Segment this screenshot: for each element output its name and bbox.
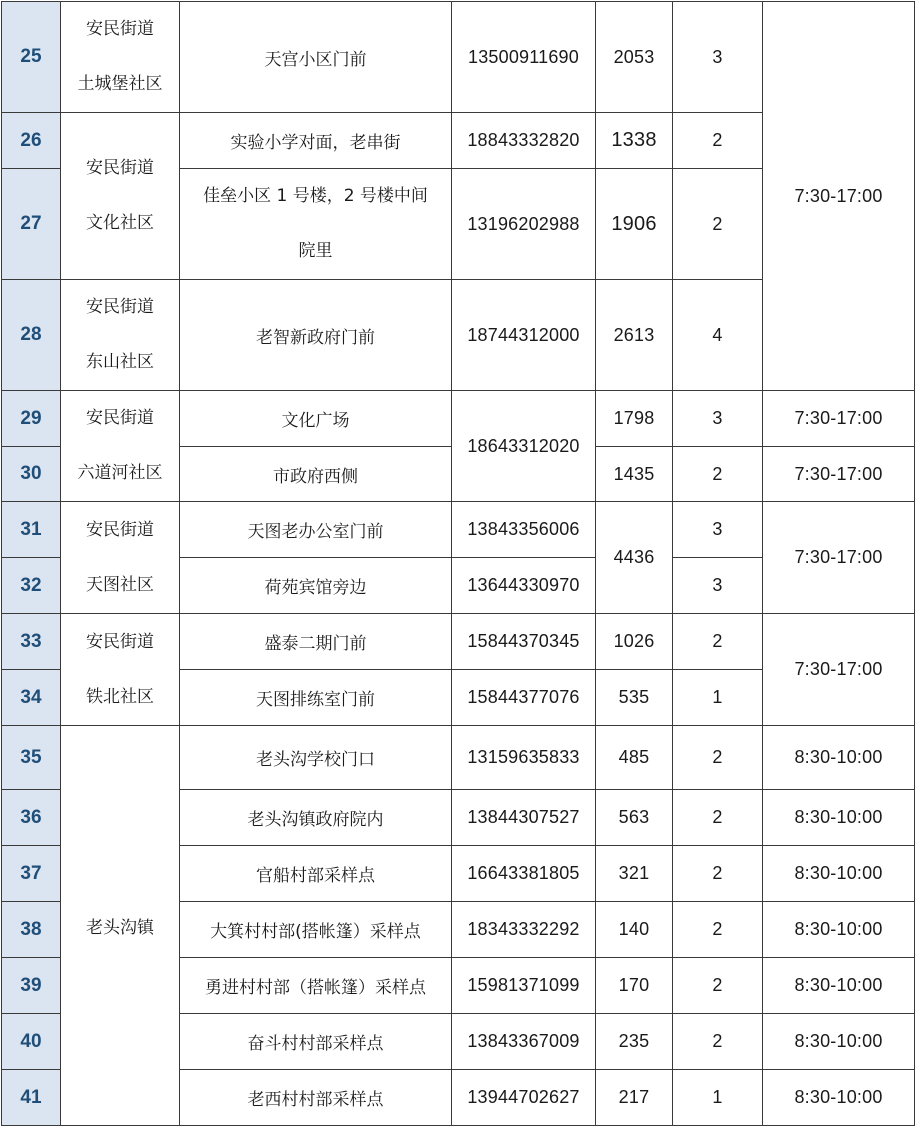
sample-count: 2613 bbox=[596, 280, 673, 391]
desk-count: 2 bbox=[673, 726, 763, 790]
site-location: 市政府西侧 bbox=[180, 447, 452, 502]
service-time: 7:30-17:00 bbox=[763, 614, 915, 726]
contact-phone: 13843367009 bbox=[452, 1014, 596, 1070]
contact-phone: 13944702627 bbox=[452, 1070, 596, 1126]
community-cell: 安民街道 铁北社区 bbox=[61, 614, 180, 726]
community-cell: 安民街道 文化社区 bbox=[61, 113, 180, 280]
service-time: 7:30-17:00 bbox=[763, 2, 915, 391]
community-cell: 安民街道 六道河社区 bbox=[61, 391, 180, 502]
desk-count: 1 bbox=[673, 1070, 763, 1126]
site-location: 老头沟镇政府院内 bbox=[180, 790, 452, 846]
sample-count: 217 bbox=[596, 1070, 673, 1126]
row-number: 36 bbox=[2, 790, 61, 846]
row-number: 38 bbox=[2, 902, 61, 958]
sample-count: 1338 bbox=[596, 113, 673, 169]
desk-count: 3 bbox=[673, 2, 763, 113]
service-time: 8:30-10:00 bbox=[763, 846, 915, 902]
contact-phone: 18744312000 bbox=[452, 280, 596, 391]
sample-count: 1906 bbox=[596, 169, 673, 280]
contact-phone: 13644330970 bbox=[452, 558, 596, 614]
sample-count: 4436 bbox=[596, 502, 673, 614]
contact-phone: 13844307527 bbox=[452, 790, 596, 846]
desk-count: 2 bbox=[673, 1014, 763, 1070]
site-location: 天图老办公室门前 bbox=[180, 502, 452, 558]
desk-count: 4 bbox=[673, 280, 763, 391]
sample-count: 563 bbox=[596, 790, 673, 846]
row-number: 29 bbox=[2, 391, 61, 447]
community-cell: 安民街道 天图社区 bbox=[61, 502, 180, 614]
service-time: 7:30-17:00 bbox=[763, 447, 915, 502]
site-location: 官船村部采样点 bbox=[180, 846, 452, 902]
site-location: 实验小学对面，老串街 bbox=[180, 113, 452, 169]
row-number: 28 bbox=[2, 280, 61, 391]
row-number: 33 bbox=[2, 614, 61, 670]
site-location: 佳垒小区 1 号楼，2 号楼中间 院里 bbox=[180, 169, 452, 280]
contact-phone: 13843356006 bbox=[452, 502, 596, 558]
desk-count: 1 bbox=[673, 670, 763, 726]
sample-count: 535 bbox=[596, 670, 673, 726]
contact-phone: 15981371099 bbox=[452, 958, 596, 1014]
contact-phone: 18643312020 bbox=[452, 391, 596, 502]
table-row bbox=[2, 614, 915, 670]
contact-phone: 15844370345 bbox=[452, 614, 596, 670]
desk-count: 2 bbox=[673, 902, 763, 958]
table-row bbox=[2, 726, 915, 790]
community-cell: 安民街道 东山社区 bbox=[61, 280, 180, 391]
site-location: 老头沟学校门口 bbox=[180, 726, 452, 790]
site-location: 老西村村部采样点 bbox=[180, 1070, 452, 1126]
table-row bbox=[2, 502, 915, 558]
row-number: 39 bbox=[2, 958, 61, 1014]
row-number: 34 bbox=[2, 670, 61, 726]
contact-phone: 13196202988 bbox=[452, 169, 596, 280]
contact-phone: 16643381805 bbox=[452, 846, 596, 902]
row-number: 30 bbox=[2, 447, 61, 502]
service-time: 8:30-10:00 bbox=[763, 790, 915, 846]
desk-count: 3 bbox=[673, 558, 763, 614]
table-row bbox=[2, 2, 915, 113]
sample-count: 1435 bbox=[596, 447, 673, 502]
site-location: 勇进村村部（搭帐篷）采样点 bbox=[180, 958, 452, 1014]
site-location: 荷苑宾馆旁边 bbox=[180, 558, 452, 614]
contact-phone: 18343332292 bbox=[452, 902, 596, 958]
contact-phone: 13500911690 bbox=[452, 2, 596, 113]
site-location: 盛泰二期门前 bbox=[180, 614, 452, 670]
service-time: 7:30-17:00 bbox=[763, 391, 915, 447]
contact-phone: 15844377076 bbox=[452, 670, 596, 726]
sample-count: 321 bbox=[596, 846, 673, 902]
desk-count: 3 bbox=[673, 391, 763, 447]
site-location: 大箕村村部(搭帐篷）采样点 bbox=[180, 902, 452, 958]
sample-count: 485 bbox=[596, 726, 673, 790]
row-number: 32 bbox=[2, 558, 61, 614]
service-time: 8:30-10:00 bbox=[763, 958, 915, 1014]
contact-phone: 13159635833 bbox=[452, 726, 596, 790]
sample-count: 1798 bbox=[596, 391, 673, 447]
row-number: 35 bbox=[2, 726, 61, 790]
sample-count: 140 bbox=[596, 902, 673, 958]
row-number: 25 bbox=[2, 2, 61, 113]
row-number: 37 bbox=[2, 846, 61, 902]
site-location: 天图排练室门前 bbox=[180, 670, 452, 726]
sample-count: 2053 bbox=[596, 2, 673, 113]
desk-count: 2 bbox=[673, 447, 763, 502]
desk-count: 2 bbox=[673, 958, 763, 1014]
row-number: 31 bbox=[2, 502, 61, 558]
sample-count: 170 bbox=[596, 958, 673, 1014]
service-time: 8:30-10:00 bbox=[763, 726, 915, 790]
row-number: 26 bbox=[2, 113, 61, 169]
community-cell: 安民街道 土城堡社区 bbox=[61, 2, 180, 113]
site-location: 文化广场 bbox=[180, 391, 452, 447]
desk-count: 2 bbox=[673, 169, 763, 280]
table-row bbox=[2, 391, 915, 447]
sample-count: 1026 bbox=[596, 614, 673, 670]
site-location: 老智新政府门前 bbox=[180, 280, 452, 391]
row-number: 40 bbox=[2, 1014, 61, 1070]
desk-count: 2 bbox=[673, 113, 763, 169]
row-number: 41 bbox=[2, 1070, 61, 1126]
sample-count: 235 bbox=[596, 1014, 673, 1070]
service-time: 8:30-10:00 bbox=[763, 902, 915, 958]
service-time: 8:30-10:00 bbox=[763, 1070, 915, 1126]
site-location: 天宫小区门前 bbox=[180, 2, 452, 113]
desk-count: 2 bbox=[673, 846, 763, 902]
desk-count: 2 bbox=[673, 790, 763, 846]
desk-count: 3 bbox=[673, 502, 763, 558]
row-number: 27 bbox=[2, 169, 61, 280]
desk-count: 2 bbox=[673, 614, 763, 670]
site-location: 奋斗村村部采样点 bbox=[180, 1014, 452, 1070]
community-cell: 老头沟镇 bbox=[61, 726, 180, 1126]
sampling-sites-table bbox=[1, 1, 915, 1126]
service-time: 8:30-10:00 bbox=[763, 1014, 915, 1070]
service-time: 7:30-17:00 bbox=[763, 502, 915, 614]
contact-phone: 18843332820 bbox=[452, 113, 596, 169]
